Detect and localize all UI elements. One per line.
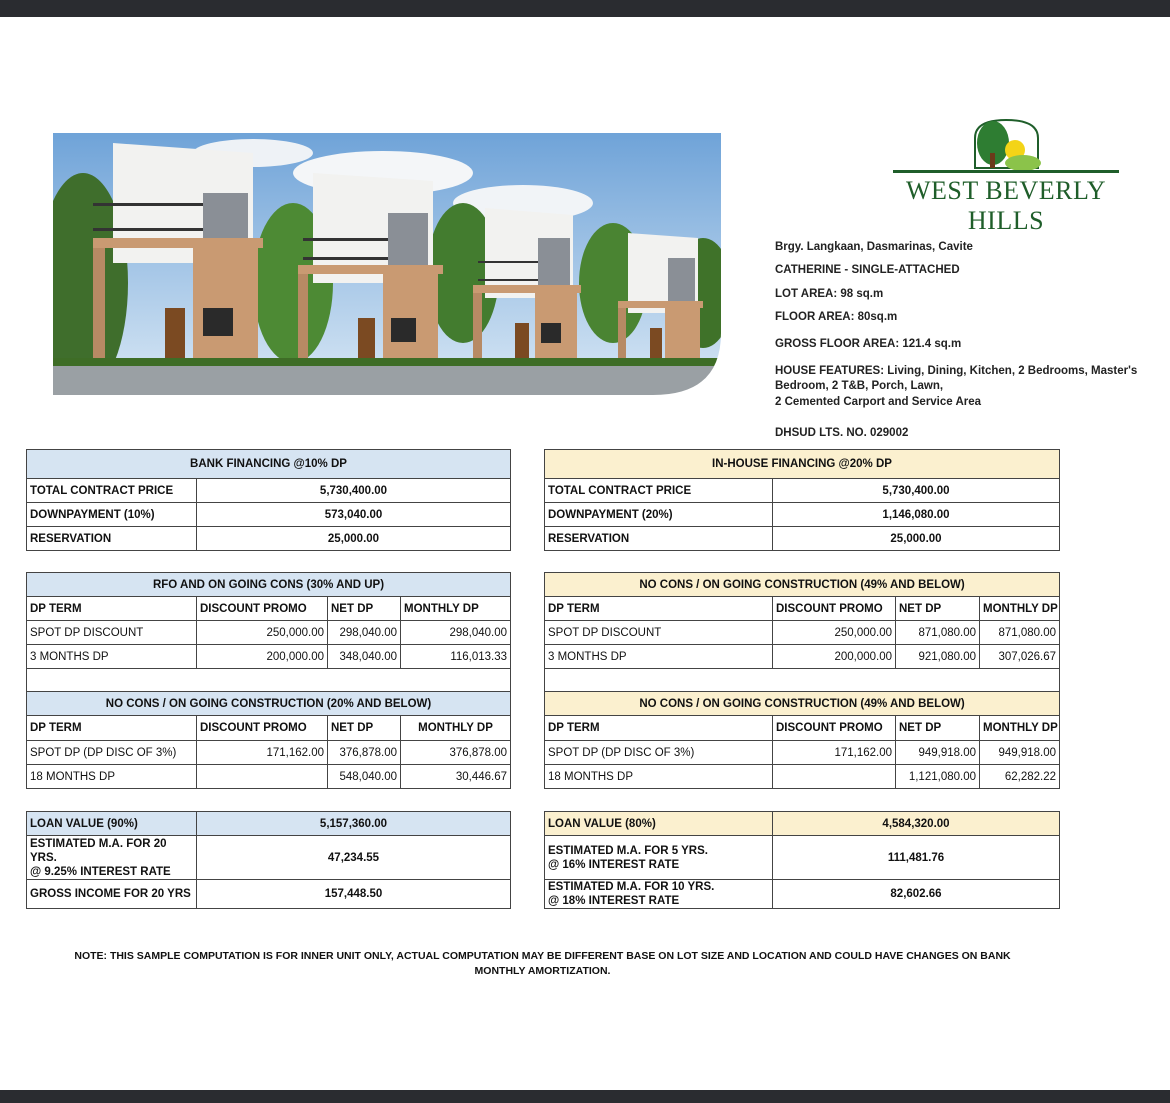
model-name: CATHERINE - SINGLE-ATTACHED (775, 264, 960, 276)
cell-discount: 200,000.00 (197, 645, 328, 669)
row-label: RESERVATION (27, 527, 197, 551)
column-header: NET DP (328, 597, 401, 621)
cell-monthly: 30,446.67 (401, 765, 511, 789)
inhouse-dp-terms-table (544, 572, 1060, 789)
row-value: 25,000.00 (773, 527, 1060, 551)
floor-area: FLOOR AREA: 80sq.m (775, 311, 898, 323)
table-row (545, 741, 1060, 765)
row-label: DOWNPAYMENT (10%) (27, 503, 197, 527)
cell-monthly: 116,013.33 (401, 645, 511, 669)
column-header: NET DP (896, 716, 980, 741)
cell-discount: 171,162.00 (197, 741, 328, 765)
cell-net: 376,878.00 (328, 741, 401, 765)
cell-discount: 250,000.00 (773, 621, 896, 645)
bank-financing-table (26, 449, 511, 551)
ma-label: ESTIMATED M.A. FOR 20 YRS. @ 9.25% INTEREST RATE (27, 836, 197, 880)
cell-term: 3 MONTHS DP (27, 645, 197, 669)
column-header: DISCOUNT PROMO (773, 716, 896, 741)
loan-value-label: LOAN VALUE (90%) (27, 812, 197, 836)
cell-monthly: 62,282.22 (980, 765, 1060, 789)
cell-discount (197, 765, 328, 789)
table-title: RFO AND ON GOING CONS (30% AND UP) (27, 573, 511, 597)
note-line-2: MONTHLY AMORTIZATION. (474, 965, 611, 977)
cell-net: 348,040.00 (328, 645, 401, 669)
inhouse-loan-table (544, 811, 1060, 909)
row-value: 5,730,400.00 (773, 479, 1060, 503)
lot-area: LOT AREA: 98 sq.m (775, 288, 884, 300)
cell-net: 298,040.00 (328, 621, 401, 645)
cell-discount: 200,000.00 (773, 645, 896, 669)
loan-value: 5,157,360.00 (197, 812, 511, 836)
ma-5yr-label: ESTIMATED M.A. FOR 5 YRS. @ 16% INTEREST RATE (545, 836, 773, 880)
ma-5yr-value: 111,481.76 (773, 836, 1060, 880)
west-beverly-hills-logo (893, 118, 1119, 235)
cell-net: 921,080.00 (896, 645, 980, 669)
row-value: 1,146,080.00 (773, 503, 1060, 527)
townhouse-photo (53, 133, 721, 395)
cell-term: SPOT DP (DP DISC OF 3%) (545, 741, 773, 765)
loan-value: 4,584,320.00 (773, 812, 1060, 836)
row-label: TOTAL CONTRACT PRICE (27, 479, 197, 503)
top-bar (0, 0, 1170, 17)
ma-10yr-label: ESTIMATED M.A. FOR 10 YRS. @ 18% INTEREST RATE (545, 880, 773, 909)
license-number: DHSUD LTS. NO. 029002 (775, 427, 909, 439)
cell-net: 1,121,080.00 (896, 765, 980, 789)
gross-floor-area: GROSS FLOOR AREA: 121.4 sq.m (775, 338, 962, 350)
column-header: MONTHLY DP (980, 716, 1060, 741)
row-value: 573,040.00 (197, 503, 511, 527)
column-header: DP TERM (545, 597, 773, 621)
cell-term: 18 MONTHS DP (545, 765, 773, 789)
column-header: DISCOUNT PROMO (197, 597, 328, 621)
table-row (27, 645, 511, 669)
bottom-bar (0, 1090, 1170, 1103)
table-title: NO CONS / ON GOING CONSTRUCTION (49% AND BELOW) (545, 573, 1060, 597)
bank-loan-table (26, 811, 511, 909)
cell-monthly: 376,878.00 (401, 741, 511, 765)
gross-income-label: GROSS INCOME FOR 20 YRS (27, 880, 197, 909)
column-header: DP TERM (27, 716, 197, 741)
column-header: MONTHLY DP (980, 597, 1060, 621)
logo-wordmark: WEST BEVERLY HILLS (905, 176, 1107, 235)
note-line-1: NOTE: THIS SAMPLE COMPUTATION IS FOR INNER UNIT ONLY, ACTUAL COMPUTATION MAY BE DIFFERENT BASE ON LOT SIZE AND LOCATION AND COULD HAVE CHANGES ON BANK (74, 950, 1011, 962)
cell-net: 548,040.00 (328, 765, 401, 789)
cell-term: SPOT DP (DP DISC OF 3%) (27, 741, 197, 765)
ma-10yr-value: 82,602.66 (773, 880, 1060, 909)
column-header: DP TERM (27, 597, 197, 621)
cell-term: SPOT DP DISCOUNT (27, 621, 197, 645)
cell-discount: 171,162.00 (773, 741, 896, 765)
cell-monthly: 871,080.00 (980, 621, 1060, 645)
features-line-3: 2 Cemented Carport and Service Area (775, 396, 982, 408)
column-header: DISCOUNT PROMO (197, 716, 328, 741)
features-line-1: HOUSE FEATURES: Living, Dining, Kitchen, 2 Bedrooms, Master's (775, 365, 1138, 377)
table-title: NO CONS / ON GOING CONSTRUCTION (49% AND BELOW) (545, 692, 1060, 716)
address: Brgy. Langkaan, Dasmarinas, Cavite (775, 241, 973, 253)
features-line-2: Bedroom, 2 T&B, Porch, Lawn, (775, 380, 944, 392)
loan-value-label: LOAN VALUE (80%) (545, 812, 773, 836)
column-header: NET DP (328, 716, 401, 741)
row-value: 25,000.00 (197, 527, 511, 551)
column-header: MONTHLY DP (401, 716, 511, 741)
table-row (27, 765, 511, 789)
cell-term: 18 MONTHS DP (27, 765, 197, 789)
table-row (27, 621, 511, 645)
ma-value: 47,234.55 (197, 836, 511, 880)
bank-dp-terms-table (26, 572, 511, 789)
table-row (545, 645, 1060, 669)
spacer-row (545, 669, 1060, 692)
table-row (27, 741, 511, 765)
gross-income-value: 157,448.50 (197, 880, 511, 909)
column-header: MONTHLY DP (401, 597, 511, 621)
table-row (545, 765, 1060, 789)
cell-discount: 250,000.00 (197, 621, 328, 645)
column-header: DP TERM (545, 716, 773, 741)
row-label: RESERVATION (545, 527, 773, 551)
cell-term: SPOT DP DISCOUNT (545, 621, 773, 645)
inhouse-financing-table (544, 449, 1060, 551)
cell-term: 3 MONTHS DP (545, 645, 773, 669)
table-title: NO CONS / ON GOING CONSTRUCTION (20% AND BELOW) (27, 692, 511, 716)
cell-monthly: 949,918.00 (980, 741, 1060, 765)
column-header: NET DP (896, 597, 980, 621)
cell-monthly: 298,040.00 (401, 621, 511, 645)
disclaimer-note (35, 949, 1050, 979)
row-label: TOTAL CONTRACT PRICE (545, 479, 773, 503)
table-title: IN-HOUSE FINANCING @20% DP (545, 450, 1060, 479)
cell-monthly: 307,026.67 (980, 645, 1060, 669)
cell-discount (773, 765, 896, 789)
row-label: DOWNPAYMENT (20%) (545, 503, 773, 527)
logo-emblem-icon (893, 118, 1119, 178)
row-value: 5,730,400.00 (197, 479, 511, 503)
spacer-row (27, 669, 511, 692)
table-title: BANK FINANCING @10% DP (27, 450, 511, 479)
cell-net: 949,918.00 (896, 741, 980, 765)
cell-net: 871,080.00 (896, 621, 980, 645)
table-row (545, 621, 1060, 645)
column-header: DISCOUNT PROMO (773, 597, 896, 621)
